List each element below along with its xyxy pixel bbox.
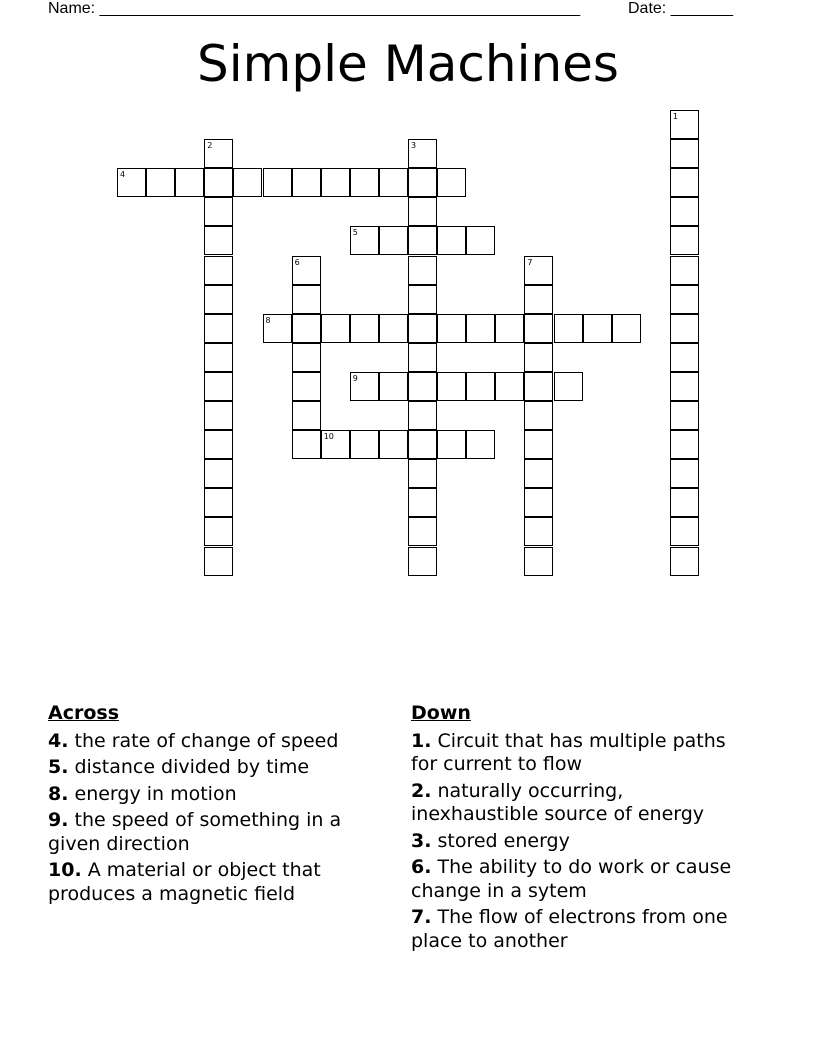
grid-cell[interactable] xyxy=(524,488,553,517)
grid-cell[interactable] xyxy=(408,256,437,285)
name-field-label[interactable]: Name: ______________________________________________________ xyxy=(48,0,581,17)
grid-cell[interactable] xyxy=(292,401,321,430)
date-field-label[interactable]: Date: _______ xyxy=(628,0,733,17)
grid-cell[interactable] xyxy=(321,314,350,343)
grid-cell[interactable] xyxy=(670,401,699,430)
grid-cell[interactable] xyxy=(292,430,321,459)
grid-cell[interactable] xyxy=(408,401,437,430)
grid-cell[interactable] xyxy=(554,372,583,401)
grid-cell[interactable] xyxy=(524,314,553,343)
grid-cell[interactable] xyxy=(670,488,699,517)
grid-cell[interactable] xyxy=(670,285,699,314)
grid-cell[interactable] xyxy=(379,314,408,343)
down-clue xyxy=(411,780,751,827)
grid-cell[interactable] xyxy=(408,517,437,546)
clue-number-label: 3 xyxy=(411,141,417,151)
across-clues xyxy=(48,702,388,909)
clue-number: 5. xyxy=(48,756,69,778)
grid-cell[interactable] xyxy=(670,139,699,168)
clue-number: 3. xyxy=(411,829,432,852)
clue-text: the speed of something in a given direction xyxy=(48,809,342,855)
grid-cell[interactable] xyxy=(292,285,321,314)
grid-cell[interactable] xyxy=(379,372,408,401)
grid-cell[interactable] xyxy=(408,314,437,343)
grid-cell[interactable] xyxy=(524,459,553,488)
grid-cell[interactable] xyxy=(408,547,437,576)
grid-cell[interactable] xyxy=(292,168,321,197)
clue-number-label: 10 xyxy=(323,432,334,442)
grid-cell[interactable] xyxy=(350,226,379,255)
grid-cell[interactable] xyxy=(524,343,553,372)
grid-cell[interactable] xyxy=(524,372,553,401)
clue-text: the rate of change of speed xyxy=(74,729,339,752)
grid-cell[interactable] xyxy=(204,343,233,372)
grid-cell[interactable] xyxy=(495,372,524,401)
grid-cell[interactable] xyxy=(524,401,553,430)
clue-text: Circuit that has multiple paths for current to flow xyxy=(411,729,726,775)
clue-text: The ability to do work or cause change in a sytem xyxy=(411,856,732,902)
grid-cell[interactable] xyxy=(524,256,553,285)
clue-number-label: 8 xyxy=(265,315,271,325)
grid-cell[interactable] xyxy=(495,314,524,343)
grid-cell[interactable] xyxy=(670,517,699,546)
clue-text: distance divided by time xyxy=(74,756,310,778)
grid-cell[interactable] xyxy=(321,430,350,459)
grid-cell[interactable] xyxy=(408,372,437,401)
down-heading: Down xyxy=(411,702,471,724)
grid-cell[interactable] xyxy=(204,256,233,285)
grid-cell[interactable] xyxy=(117,168,146,197)
grid-cell[interactable] xyxy=(466,430,495,459)
grid-cell[interactable] xyxy=(204,226,233,255)
grid-cell[interactable] xyxy=(379,226,408,255)
grid-cell[interactable] xyxy=(466,372,495,401)
grid-cell[interactable] xyxy=(408,226,437,255)
grid-cell[interactable] xyxy=(437,430,466,459)
grid-cell[interactable] xyxy=(292,343,321,372)
grid-cell[interactable] xyxy=(670,168,699,197)
grid-cell[interactable] xyxy=(583,314,612,343)
grid-cell[interactable] xyxy=(204,547,233,576)
grid-cell[interactable] xyxy=(350,168,379,197)
across-heading: Across xyxy=(48,702,120,724)
grid-cell[interactable] xyxy=(670,343,699,372)
grid-cell[interactable] xyxy=(292,372,321,401)
grid-cell[interactable] xyxy=(670,459,699,488)
grid-cell[interactable] xyxy=(263,314,292,343)
grid-cell[interactable] xyxy=(408,197,437,226)
clue-text: energy in motion xyxy=(74,782,237,805)
clue-number-label: 5 xyxy=(352,228,358,238)
across-clue xyxy=(48,756,388,780)
grid-cell[interactable] xyxy=(350,314,379,343)
grid-cell[interactable] xyxy=(379,168,408,197)
clue-number: 8. xyxy=(48,782,69,805)
clue-number-label: 9 xyxy=(352,373,358,383)
clue-number: 7. xyxy=(411,906,432,928)
grid-cell[interactable] xyxy=(379,430,408,459)
grid-cell[interactable] xyxy=(466,314,495,343)
grid-cell[interactable] xyxy=(204,197,233,226)
grid-cell[interactable] xyxy=(263,168,292,197)
grid-cell[interactable] xyxy=(437,372,466,401)
clue-number-label: 6 xyxy=(294,257,300,267)
grid-cell[interactable] xyxy=(408,343,437,372)
grid-cell[interactable] xyxy=(524,517,553,546)
grid-cell[interactable] xyxy=(524,430,553,459)
clue-number: 10. xyxy=(48,859,82,881)
grid-cell[interactable] xyxy=(408,168,437,197)
across-clue xyxy=(48,809,388,856)
across-clue xyxy=(48,783,388,807)
grid-cell[interactable] xyxy=(350,372,379,401)
grid-cell[interactable] xyxy=(204,139,233,168)
grid-cell[interactable] xyxy=(554,314,583,343)
down-clue xyxy=(411,856,751,903)
clue-text: A material or object that produces a magnetic field xyxy=(48,859,321,905)
clue-number-label: 1 xyxy=(672,112,678,121)
grid-cell[interactable] xyxy=(437,168,466,197)
clue-text: naturally occurring, inexhaustible source of energy xyxy=(411,779,705,825)
grid-cell[interactable] xyxy=(466,226,495,255)
grid-cell[interactable] xyxy=(204,517,233,546)
down-clue xyxy=(411,730,751,777)
grid-cell[interactable] xyxy=(670,197,699,226)
grid-cell[interactable] xyxy=(204,430,233,459)
grid-cell[interactable] xyxy=(408,430,437,459)
grid-cell[interactable] xyxy=(292,314,321,343)
grid-cell[interactable] xyxy=(670,547,699,576)
down-clues xyxy=(411,702,751,956)
grid-cell[interactable] xyxy=(233,168,262,197)
grid-cell[interactable] xyxy=(408,285,437,314)
grid-cell[interactable] xyxy=(350,430,379,459)
grid-cell[interactable] xyxy=(204,459,233,488)
grid-cell[interactable] xyxy=(437,314,466,343)
grid-cell[interactable] xyxy=(204,314,233,343)
grid-cell[interactable] xyxy=(408,488,437,517)
down-clue xyxy=(411,906,751,953)
grid-cell[interactable] xyxy=(670,430,699,459)
clue-text: The flow of electrons from one place to another xyxy=(411,906,728,952)
grid-cell[interactable] xyxy=(670,226,699,255)
clue-number: 1. xyxy=(411,729,432,752)
grid-cell[interactable] xyxy=(408,459,437,488)
clue-text: stored energy xyxy=(437,829,570,852)
grid-cell[interactable] xyxy=(612,314,641,343)
grid-cell[interactable] xyxy=(292,256,321,285)
grid-cell[interactable] xyxy=(524,547,553,576)
clue-number-label: 2 xyxy=(207,141,213,151)
grid-cell[interactable] xyxy=(146,168,175,197)
grid-cell[interactable] xyxy=(670,372,699,401)
grid-cell[interactable] xyxy=(204,285,233,314)
grid-cell[interactable] xyxy=(437,226,466,255)
down-clue xyxy=(411,830,751,854)
grid-cell[interactable] xyxy=(321,168,350,197)
grid-cell[interactable] xyxy=(524,285,553,314)
across-clue xyxy=(48,859,388,906)
grid-cell[interactable] xyxy=(204,168,233,197)
grid-cell[interactable] xyxy=(175,168,204,197)
puzzle-title: Simple Machines xyxy=(197,35,619,93)
grid-cell[interactable] xyxy=(204,488,233,517)
clue-number: 6. xyxy=(411,856,432,878)
clue-number: 4. xyxy=(48,729,69,752)
grid-cell[interactable] xyxy=(670,110,699,139)
grid-cell[interactable] xyxy=(204,401,233,430)
across-clue xyxy=(48,730,388,754)
grid-cell[interactable] xyxy=(204,372,233,401)
grid-cell[interactable] xyxy=(670,314,699,343)
grid-cell[interactable] xyxy=(408,139,437,168)
clue-number-label: 7 xyxy=(527,257,533,267)
clue-number-label: 4 xyxy=(120,170,126,180)
grid-cell[interactable] xyxy=(670,256,699,285)
clue-number: 9. xyxy=(48,809,69,831)
clue-number: 2. xyxy=(411,779,432,802)
